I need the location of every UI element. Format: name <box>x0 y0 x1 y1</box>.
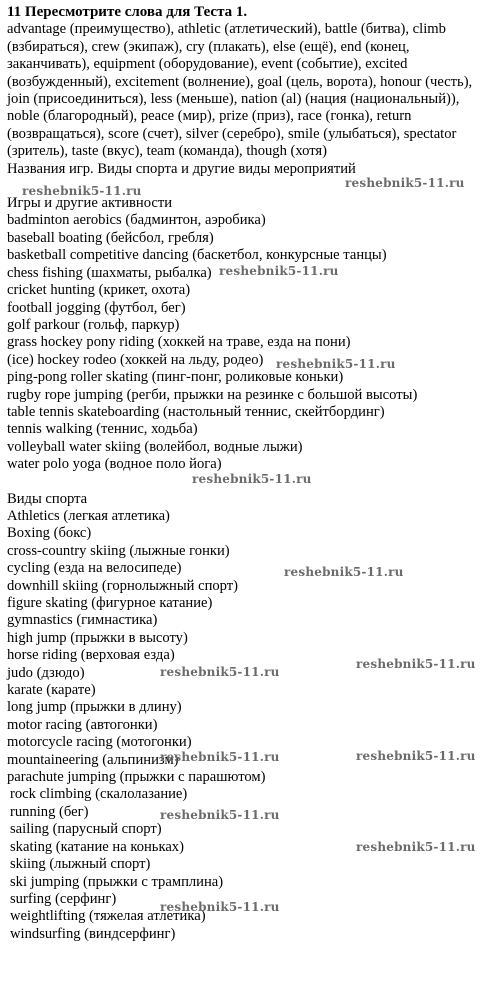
sport-item: windsurfing (виндсерфинг) <box>10 925 176 942</box>
sport-item: skiing (лыжный спорт) <box>10 856 151 873</box>
watermark: reshebnik5-11.ru <box>284 565 404 579</box>
watermark: reshebnik5-11.ru <box>192 472 312 486</box>
sport-item: skating (катание на коньках) <box>10 838 184 855</box>
watermark: reshebnik5-11.ru <box>356 840 476 854</box>
sport-item: motorcycle racing (мотогонки) <box>7 734 192 751</box>
watermark: reshebnik5-11.ru <box>219 264 339 278</box>
sport-item: high jump (прыжки в высоту) <box>7 629 188 646</box>
watermark: reshebnik5-11.ru <box>160 900 280 914</box>
sport-item: horse riding (верховая езда) <box>7 647 175 664</box>
watermark: reshebnik5-11.ru <box>160 750 280 764</box>
sport-item: motor racing (автогонки) <box>7 716 158 733</box>
sport-item: sailing (парусный спорт) <box>10 821 162 838</box>
sport-item: running (бег) <box>10 803 89 820</box>
game-item: (ice) hockey rodeo (хоккей на льду, родео) <box>7 351 264 368</box>
watermark: reshebnik5-11.ru <box>345 176 465 190</box>
sports-heading: Виды спорта <box>7 490 88 507</box>
game-item: water polo yoga (водное поло йога) <box>7 456 222 473</box>
sport-item: gymnastics (гимнастика) <box>7 612 158 629</box>
vocab-paragraph: advantage (преимущество), athletic (атлетический), battle (битва), climb (взбираться), crew (экипаж), cry (плакать), else (ещё), end (конец, заканчивать), equipment (оборудование), event (событие), excited (возбужденный), excitement (волнение), goal (цель, ворота), honour (честь), join (присоединиться), less (меньше), nation (al) (нация (национальный)), noble (благородный), peace (мир), prize (приз), race (гонка), return (возвращаться), score (счет), silver (серебро), smile (улыбаться), spectator (зритель), taste (вкус), team (команда), though (хотя) <box>7 21 473 160</box>
sports-list <box>7 508 495 787</box>
watermark: reshebnik5-11.ru <box>356 749 476 763</box>
game-item: football jogging (футбол, бег) <box>7 299 186 316</box>
watermark: reshebnik5-11.ru <box>356 657 476 671</box>
sport-item: Boxing (бокс) <box>7 525 92 542</box>
sport-item: judo (дзюдо) <box>7 664 85 681</box>
game-item: baseball boating (бейсбол, гребля) <box>7 229 214 246</box>
game-item: golf parkour (гольф, паркур) <box>7 316 180 333</box>
sport-item: weightlifting (тяжелая атлетика) <box>10 908 206 925</box>
sport-item: downhill skiing (горнолыжный спорт) <box>7 577 239 594</box>
game-item: cricket hunting (крикет, охота) <box>7 282 191 299</box>
watermark: reshebnik5-11.ru <box>160 665 280 679</box>
sport-item: karate (карате) <box>7 682 96 699</box>
sport-item: cross-country skiing (лыжные гонки) <box>7 542 230 559</box>
sport-item: cycling (езда на велосипеде) <box>7 560 182 577</box>
sport-item: ski jumping (прыжки с трамплина) <box>10 873 224 890</box>
game-item: chess fishing (шахматы, рыбалка) <box>7 264 212 281</box>
games-subheading: Игры и другие активности <box>7 195 173 212</box>
watermark: reshebnik5-11.ru <box>22 184 142 198</box>
game-item: volleyball water skiing (волейбол, водные лыжи) <box>7 438 303 455</box>
sport-item: surfing (серфинг) <box>10 890 117 907</box>
game-item: ping-pong roller skating (пинг-понг, роликовые коньки) <box>7 369 344 386</box>
game-item: basketball competitive dancing (баскетбол, конкурсные танцы) <box>7 247 387 264</box>
sport-item: long jump (прыжки в длину) <box>7 699 182 716</box>
watermark: reshebnik5-11.ru <box>276 357 396 371</box>
task-title: 11 Пересмотрите слова для Теста 1. <box>7 4 248 20</box>
sport-item: mountaineering (альпинизм) <box>7 751 179 768</box>
game-item: rugby rope jumping (регби, прыжки на резинке с большой высоты) <box>7 386 418 403</box>
game-item: table tennis skateboarding (настольный теннис, скейтбординг) <box>7 403 385 420</box>
sport-item: figure skating (фигурное катание) <box>7 595 213 611</box>
game-item: badminton aerobics (бадминтон, аэробика) <box>7 212 266 229</box>
games-list <box>7 212 495 473</box>
game-item: grass hockey pony riding (хоккей на траве, езда на пони) <box>7 334 351 351</box>
watermark: reshebnik5-11.ru <box>160 808 280 822</box>
sport-item: Athletics (легкая атлетика) <box>7 507 170 524</box>
games-heading: Названия игр. Виды спорта и другие виды мероприятий <box>7 160 356 177</box>
sport-item: rock climbing (скалолазание) <box>10 786 188 803</box>
game-item: tennis walking (теннис, ходьба) <box>7 421 198 438</box>
sport-item: parachute jumping (прыжки с парашютом) <box>7 769 266 786</box>
